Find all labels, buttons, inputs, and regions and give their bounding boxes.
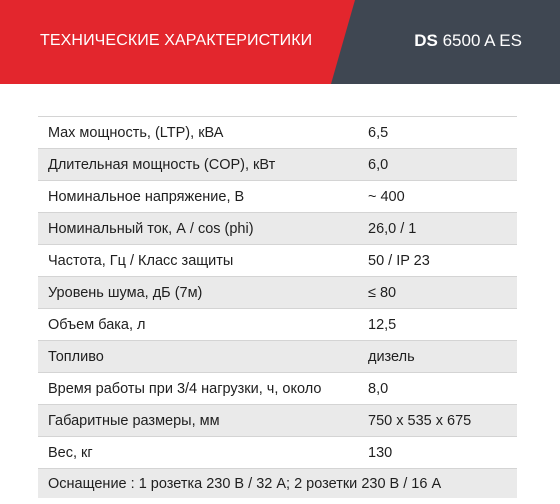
spec-value: 6,0 (368, 157, 389, 173)
spec-label: Объем бака, л (48, 317, 146, 333)
spec-value: 8,0 (368, 381, 389, 397)
spec-value: 50 / IP 23 (368, 253, 430, 269)
spec-row (38, 404, 517, 436)
model-name (414, 31, 522, 51)
spec-row (38, 308, 517, 340)
spec-label: Уровень шума, дБ (7м) (48, 285, 203, 301)
spec-row (38, 436, 517, 468)
specs-table (38, 116, 517, 498)
model-name-bold: DS (414, 31, 438, 50)
spec-row (38, 372, 517, 404)
spec-value: 130 (368, 445, 393, 461)
spec-value: дизель (368, 349, 415, 365)
spec-row (38, 180, 517, 212)
spec-label: Топливо (48, 349, 104, 365)
equipment-label: Оснащение : 1 розетка 230 В / 32 А; 2 розетки 230 В / 16 А (48, 476, 442, 492)
spec-label: Длительная мощность (COP), кВт (48, 157, 276, 173)
spec-value: ~ 400 (368, 189, 405, 205)
spec-row (38, 148, 517, 180)
spec-value: 12,5 (368, 317, 397, 333)
spec-label: Время работы при 3/4 нагрузки, ч, около (48, 381, 322, 397)
spec-label: Номинальный ток, А / cos (phi) (48, 221, 254, 237)
spec-label: Номинальное напряжение, В (48, 189, 245, 205)
spec-row (38, 276, 517, 308)
header-banner (0, 0, 560, 84)
equipment-row (38, 468, 517, 498)
spec-row (38, 212, 517, 244)
spec-row (38, 340, 517, 372)
spec-label: Частота, Гц / Класс защиты (48, 253, 234, 269)
page-title: ТЕХНИЧЕСКИЕ ХАРАКТЕРИСТИКИ (40, 32, 313, 49)
model-name-rest: 6500 A ES (437, 31, 522, 50)
spec-row (38, 244, 517, 276)
spec-label: Вес, кг (48, 445, 93, 461)
spec-value: 750 x 535 x 675 (368, 413, 472, 429)
spec-value: 6,5 (368, 125, 389, 141)
spec-label: Габаритные размеры, мм (48, 413, 220, 429)
spec-value: 26,0 / 1 (368, 221, 417, 237)
spec-value: ≤ 80 (368, 285, 397, 301)
spec-row (38, 116, 517, 148)
spec-label: Max мощность, (LTP), кВА (48, 125, 224, 141)
